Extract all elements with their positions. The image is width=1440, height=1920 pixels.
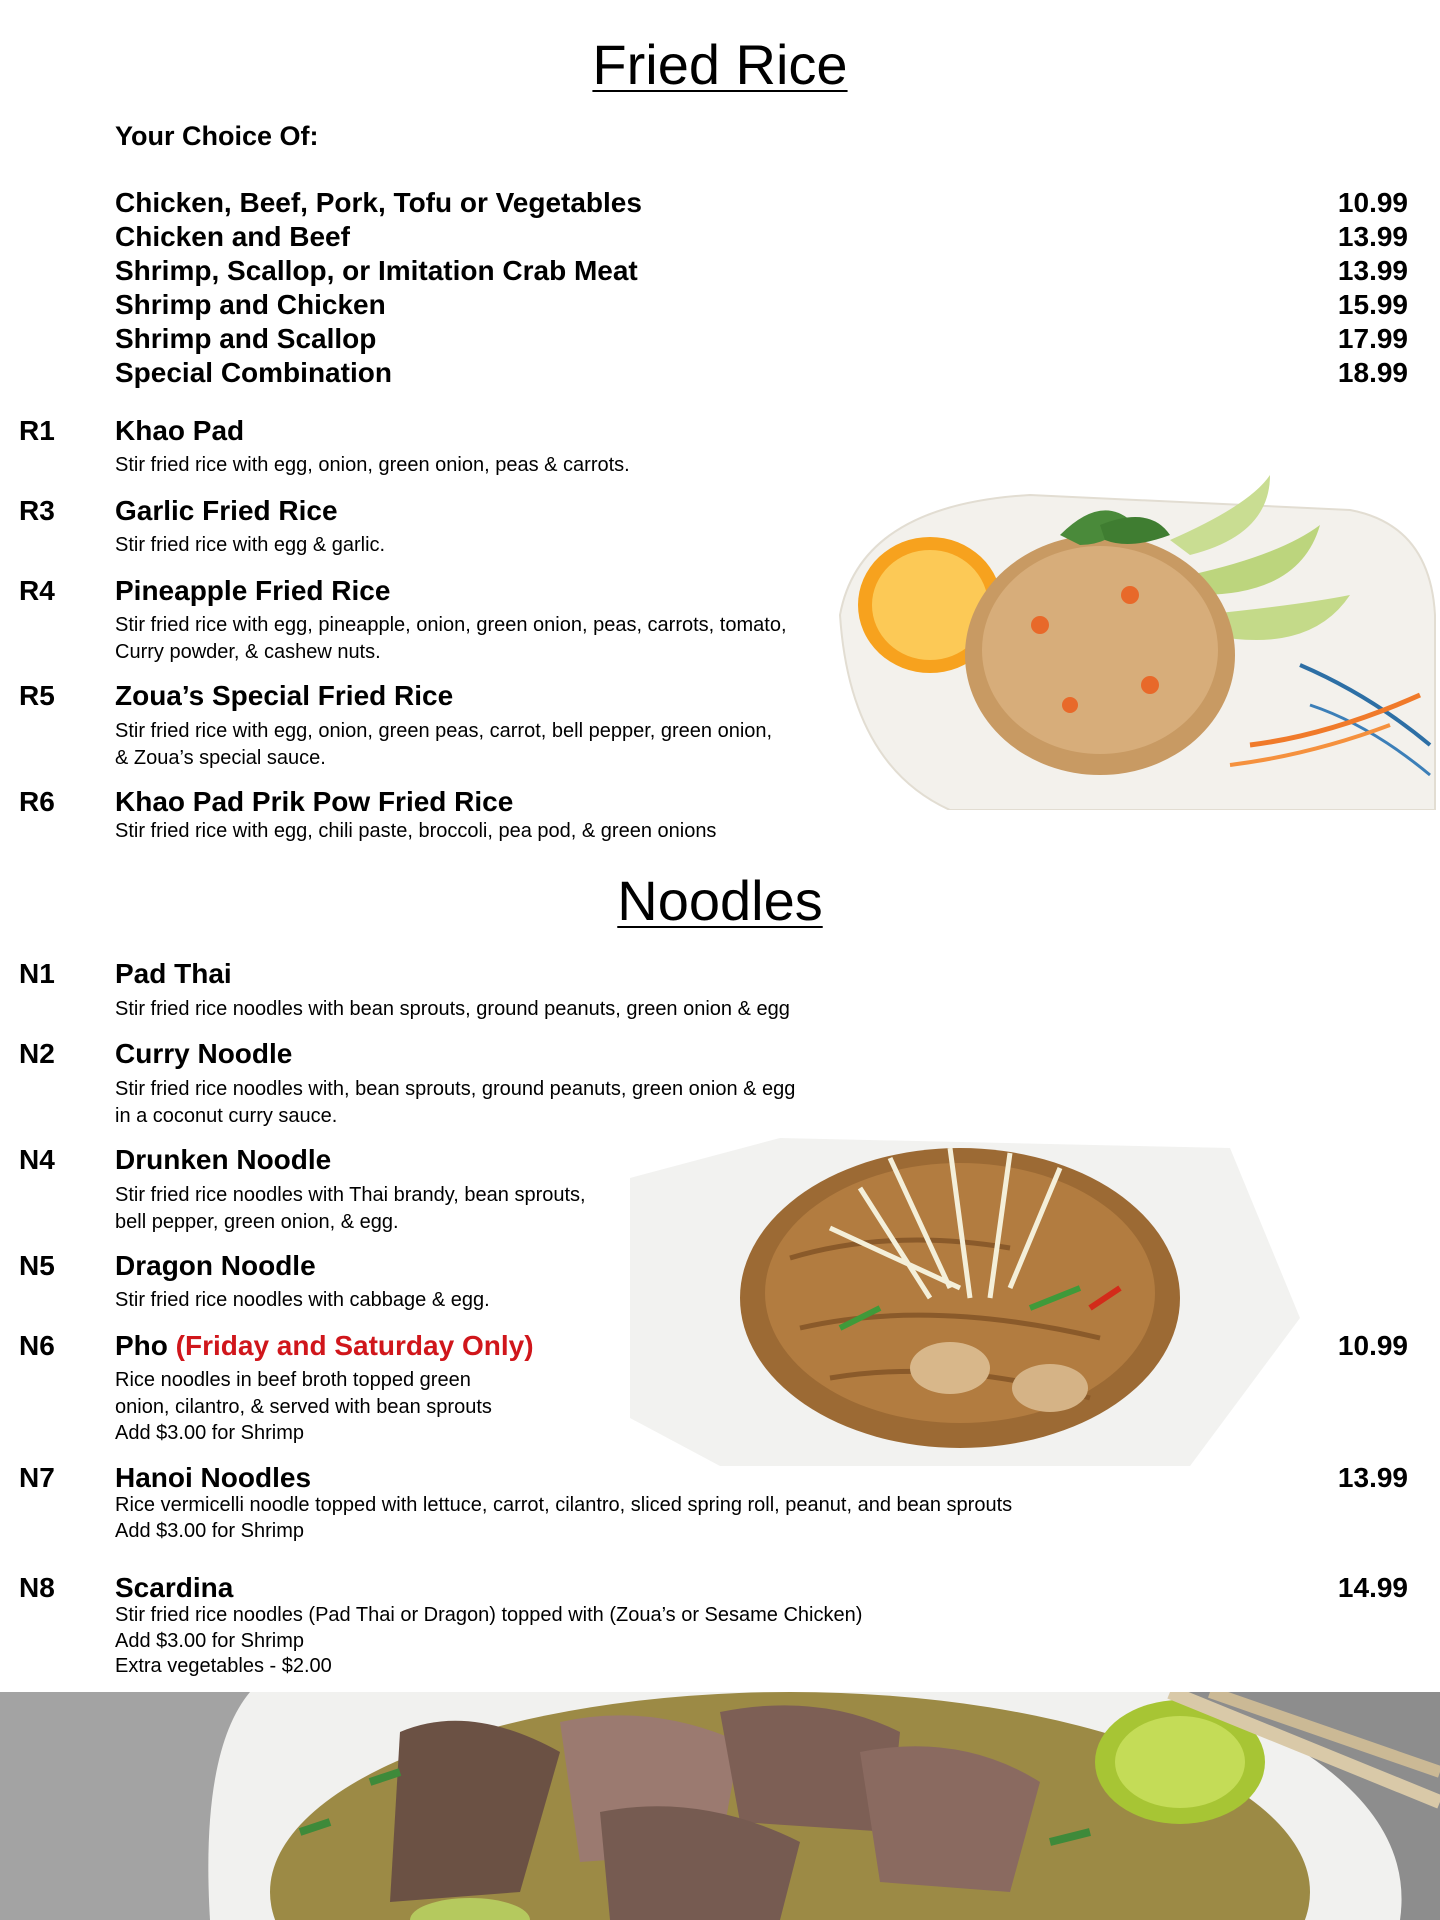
item-name: Drunken Noodle xyxy=(115,1144,332,1175)
choice-price: 18.99 xyxy=(1337,357,1408,388)
item-description: in a coconut curry sauce. xyxy=(115,1105,338,1127)
choice-label: Shrimp and Scallop xyxy=(115,323,377,354)
choice-price: 10.99 xyxy=(1337,187,1408,218)
item-description: Stir fried rice noodles (Pad Thai or Dragon) topped with (Zoua’s or Sesame Chicken) xyxy=(115,1604,863,1626)
item-description: Stir fried rice with egg, pineapple, onion, green onion, peas, carrots, tomato, xyxy=(115,614,787,636)
item-name: Zoua’s Special Fried Rice xyxy=(115,680,454,711)
item-code: N1 xyxy=(19,958,55,989)
item-description: Add $3.00 for Shrimp xyxy=(115,1520,304,1542)
pho-bowl-photo xyxy=(0,1692,1440,1920)
choice-price: 13.99 xyxy=(1337,221,1408,252)
item-description: Add $3.00 for Shrimp xyxy=(115,1422,304,1444)
item-description: Stir fried rice with egg, chili paste, broccoli, pea pod, & green onions xyxy=(115,820,717,842)
item-name: Curry Noodle xyxy=(115,1038,293,1069)
item-code: R1 xyxy=(19,415,55,446)
item-description: Stir fried rice with egg & garlic. xyxy=(115,534,386,556)
item-name xyxy=(115,1330,534,1362)
item-description: & Zoua’s special sauce. xyxy=(115,747,326,769)
item-code: N5 xyxy=(19,1250,55,1281)
choice-price: 13.99 xyxy=(1337,255,1408,286)
item-description: Stir fried rice with egg, onion, green onion, peas & carrots. xyxy=(115,454,630,476)
noodles-title: Noodles xyxy=(617,869,823,932)
choice-list xyxy=(115,186,1408,390)
item-description: bell pepper, green onion, & egg. xyxy=(115,1211,399,1233)
choice-price: 15.99 xyxy=(1337,289,1408,320)
item-code: N4 xyxy=(19,1144,55,1175)
item-name: Dragon Noodle xyxy=(115,1250,316,1281)
choice-price: 17.99 xyxy=(1337,323,1408,354)
item-name: Khao Pad xyxy=(115,415,245,446)
item-description: Stir fried rice noodles with bean sprouts, ground peanuts, green onion & egg xyxy=(115,998,790,1020)
item-price: 14.99 xyxy=(1337,1572,1408,1603)
item-name: Khao Pad Prik Pow Fried Rice xyxy=(115,786,514,817)
item-code: R3 xyxy=(19,495,55,526)
item-name: Garlic Fried Rice xyxy=(115,495,338,526)
item-price: 13.99 xyxy=(1337,1462,1408,1493)
fried-rice-photo xyxy=(830,465,1440,810)
item-code: N2 xyxy=(19,1038,55,1069)
choice-label: Shrimp, Scallop, or Imitation Crab Meat xyxy=(115,255,638,286)
item-code: R6 xyxy=(19,786,55,817)
item-code: N8 xyxy=(19,1572,55,1603)
item-description: Add $3.00 for Shrimp xyxy=(115,1630,304,1652)
item-description: Stir fried rice noodles with cabbage & egg. xyxy=(115,1289,490,1311)
drunken-noodle-photo xyxy=(630,1138,1300,1466)
item-price: 10.99 xyxy=(1337,1330,1408,1361)
item-name: Pad Thai xyxy=(115,958,232,989)
item-description: onion, cilantro, & served with bean sprouts xyxy=(115,1396,492,1418)
item-description: Stir fried rice noodles with, bean sprouts, ground peanuts, green onion & egg xyxy=(115,1078,796,1100)
item-name: Pineapple Fried Rice xyxy=(115,575,391,606)
choice-label: Chicken and Beef xyxy=(115,221,350,252)
item-description: Extra vegetables - $2.00 xyxy=(115,1655,332,1677)
item-code: R5 xyxy=(19,680,55,711)
item-name: Scardina xyxy=(115,1572,234,1603)
item-code: N6 xyxy=(19,1330,55,1361)
item-description: Stir fried rice with egg, onion, green peas, carrot, bell pepper, green onion, xyxy=(115,720,773,742)
item-code: N7 xyxy=(19,1462,55,1493)
choice-label: Special Combination xyxy=(115,357,392,388)
item-description: Stir fried rice noodles with Thai brandy, bean sprouts, xyxy=(115,1184,586,1206)
fried-rice-title: Fried Rice xyxy=(592,33,848,96)
choice-heading: Your Choice Of: xyxy=(115,121,319,151)
item-description: Rice noodles in beef broth topped green xyxy=(115,1369,471,1391)
availability-note: (Friday and Saturday Only) xyxy=(175,1330,534,1361)
item-description: Rice vermicelli noodle topped with lettuce, carrot, cilantro, sliced spring roll, peanut, and bean sprouts xyxy=(115,1494,1013,1516)
item-name-text: Pho xyxy=(115,1330,168,1361)
item-code: R4 xyxy=(19,575,55,606)
item-description: Curry powder, & cashew nuts. xyxy=(115,641,381,663)
item-name: Hanoi Noodles xyxy=(115,1462,312,1493)
choice-label: Chicken, Beef, Pork, Tofu or Vegetables xyxy=(115,187,642,218)
choice-prices xyxy=(1338,186,1408,390)
choice-label: Shrimp and Chicken xyxy=(115,289,386,320)
